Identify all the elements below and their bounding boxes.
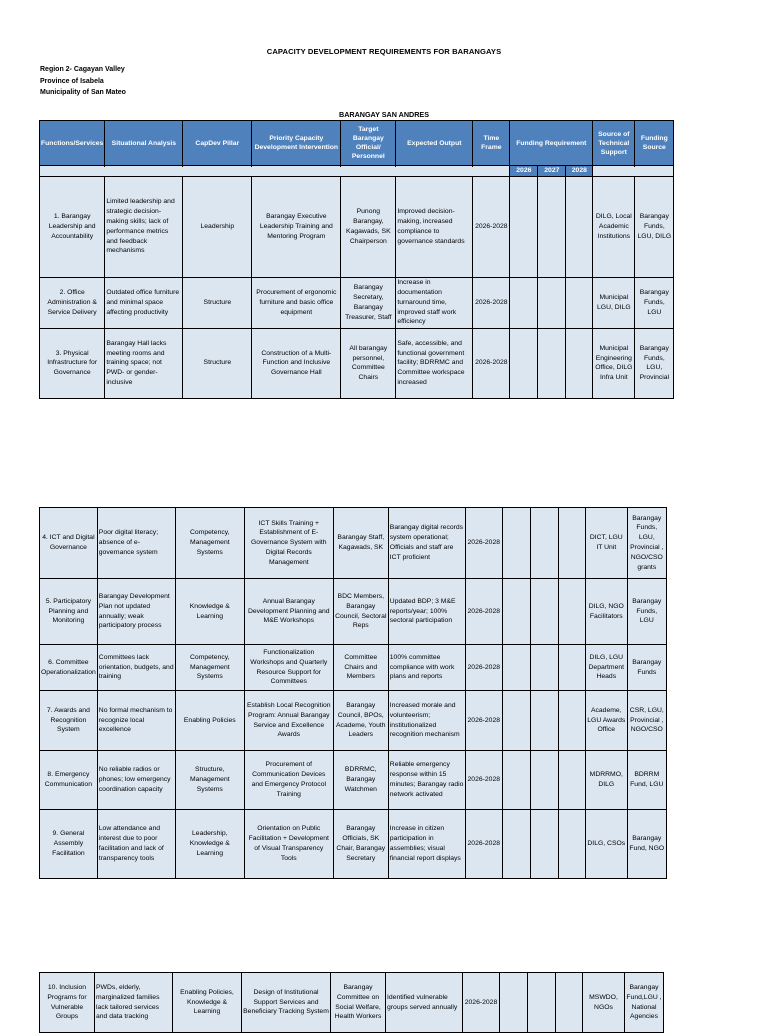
function-cell: 1. Barangay Leadership and Accountability xyxy=(40,176,105,277)
funding-2028-cell xyxy=(566,277,593,328)
target-cell: All barangay personnel, Committee Chairs xyxy=(341,328,396,398)
funding-2026-cell xyxy=(502,691,530,751)
target-cell: Barangay Council, BPOs, Academe, Youth Leaders xyxy=(333,691,388,751)
situational-cell: Outdated office furniture and minimal space affecting productivity xyxy=(105,277,183,328)
header-funding-requirement: Funding Requirement xyxy=(510,121,593,166)
intervention-cell: Design of Institutional Support Services and Beneficiary Tracking System xyxy=(242,973,331,1033)
pillar-cell: Enabling Policies, Knowledge & Learning xyxy=(173,973,242,1033)
situational-cell: Limited leadership and strategic decision-making skills; lack of performance metrics and feedback mechanisms xyxy=(105,176,183,277)
header-intervention: Priority Capacity Development Intervention xyxy=(252,121,341,166)
funding-2027-cell xyxy=(530,810,558,879)
funding-source-cell: Barangay Funds, LGU, Provincial xyxy=(635,328,674,398)
table-row xyxy=(40,691,667,751)
pillar-cell: Structure, Management Systems xyxy=(175,751,244,810)
intervention-cell: Establish Local Recognition Program: Annual Barangay Service and Excellence Awards xyxy=(244,691,333,751)
region-label: Region 2- Cagayan Valley xyxy=(40,66,125,73)
situational-cell: No reliable radios or phones; low emergency coordination capacity xyxy=(97,751,175,810)
support-cell: Municipal Engineering Office, DILG Infra Unit xyxy=(593,328,635,398)
intervention-cell: Orientation on Public Facilitation + Development of Visual Transparency Tools xyxy=(244,810,333,879)
header-functions: Functions/Services xyxy=(40,121,105,166)
support-cell: DILG, NGO Facilitators xyxy=(585,579,627,645)
intervention-cell: Functionalization Workshops and Quarterly Resource Support for Committees xyxy=(244,645,333,691)
output-cell: Improved decision-making, increased compliance to governance standards xyxy=(396,176,473,277)
funding-source-cell: CSR, LGU, Provincial , NGO/CSO xyxy=(627,691,666,751)
support-cell: Municipal LGU, DILG xyxy=(593,277,635,328)
output-cell: 100% committee compliance with work plans and reports xyxy=(388,645,465,691)
function-cell: 2. Office Administration & Service Delivery xyxy=(40,277,105,328)
function-cell: 5. Participatory Planning and Monitoring xyxy=(40,579,98,645)
funding-2028-cell xyxy=(558,691,585,751)
support-cell: Academe, LGU Awards Office xyxy=(585,691,627,751)
function-cell: 6. Committee Operationalization xyxy=(40,645,98,691)
support-cell: DILG, LGU Department Heads xyxy=(585,645,627,691)
output-cell: Safe, accessible, and functional government facility; BDRRMC and Committee workspace increased xyxy=(396,328,473,398)
intervention-cell: Construction of a Multi-Function and Inclusive Governance Hall xyxy=(252,328,341,398)
table-row xyxy=(40,645,667,691)
pillar-cell: Competency, Management Systems xyxy=(175,508,244,579)
funding-2026-cell xyxy=(502,508,530,579)
target-cell: BDC Members, Barangay Council, Sectoral Reps xyxy=(333,579,388,645)
requirements-table-part1 xyxy=(39,120,674,399)
timeframe-cell: 2026-2028 xyxy=(465,645,502,691)
target-cell: Committee Chairs and Members xyxy=(333,645,388,691)
target-cell: Punong Barangay, Kagawads, SK Chairperson xyxy=(341,176,396,277)
pillar-cell: Enabling Policies xyxy=(175,691,244,751)
intervention-cell: Procurement of Communication Devices and Emergency Protocol Training xyxy=(244,751,333,810)
target-cell: Barangay Secretary, Barangay Treasurer, Staff xyxy=(341,277,396,328)
timeframe-cell: 2026-2028 xyxy=(465,579,502,645)
year-spacer-right xyxy=(593,166,674,177)
funding-2028-cell xyxy=(558,508,585,579)
funding-2026-cell xyxy=(510,277,538,328)
table-row xyxy=(40,508,667,579)
funding-2027-cell xyxy=(538,176,566,277)
requirements-table-part2 xyxy=(39,507,667,879)
pillar-cell: Knowledge & Learning xyxy=(175,579,244,645)
timeframe-cell: 2026-2028 xyxy=(473,277,510,328)
year-2026: 2026 xyxy=(510,166,538,177)
funding-source-cell: Barangay Fund,LGU , National Agencies xyxy=(625,973,664,1033)
municipality-label: Municipality of San Mateo xyxy=(40,89,126,96)
output-cell: Increased morale and volunteerism; institutionalized recognition mechanism xyxy=(388,691,465,751)
output-cell: Increase in citizen participation in assemblies; visual financial report displays xyxy=(388,810,465,879)
header-technical-support: Source of Technical Support xyxy=(593,121,635,166)
timeframe-cell: 2026-2028 xyxy=(465,751,502,810)
funding-2027-cell xyxy=(530,645,558,691)
funding-2027-cell xyxy=(530,508,558,579)
output-cell: Identified vulnerable groups served annually xyxy=(386,973,463,1033)
situational-cell: No formal mechanism to recognize local excellence xyxy=(97,691,175,751)
timeframe-cell: 2026-2028 xyxy=(473,176,510,277)
table-row xyxy=(40,751,667,810)
funding-2028-cell xyxy=(566,176,593,277)
table-row xyxy=(40,810,667,879)
pillar-cell: Structure xyxy=(183,328,252,398)
funding-2027-cell xyxy=(538,277,566,328)
support-cell: DICT, LGU IT Unit xyxy=(585,508,627,579)
support-cell: MDRRMO, DILG xyxy=(585,751,627,810)
funding-2028-cell xyxy=(566,328,593,398)
function-cell: 3. Physical Infrastructure for Governance xyxy=(40,328,105,398)
output-cell: Increase in documentation turnaround time, improved staff work efficiency xyxy=(396,277,473,328)
funding-source-cell: Barangay Funds, LGU, Provincial , NGO/CSO grants xyxy=(627,508,666,579)
header-target: Target Barangay Official/ Personnel xyxy=(341,121,396,166)
year-2028: 2028 xyxy=(566,166,593,177)
funding-source-cell: BDRRM Fund, LGU xyxy=(627,751,666,810)
timeframe-cell: 2026-2028 xyxy=(463,973,500,1033)
funding-2028-cell xyxy=(558,645,585,691)
output-cell: Reliable emergency response within 15 minutes; Barangay radio network activated xyxy=(388,751,465,810)
intervention-cell: Annual Barangay Development Planning and M&E Workshops xyxy=(244,579,333,645)
funding-source-cell: Barangay Funds, LGU xyxy=(635,277,674,328)
situational-cell: Barangay Development Plan not updated annually; weak participatory process xyxy=(97,579,175,645)
header-capdev-pillar: CapDev Pillar xyxy=(183,121,252,166)
intervention-cell: Barangay Executive Leadership Training and Mentoring Program xyxy=(252,176,341,277)
output-cell: Barangay digital records system operational; Officials and staff are ICT proficient xyxy=(388,508,465,579)
funding-2026-cell xyxy=(510,328,538,398)
situational-cell: Low attendance and interest due to poor facilitation and lack of transparency tools xyxy=(97,810,175,879)
timeframe-cell: 2026-2028 xyxy=(473,328,510,398)
support-cell: DILG, Local Academic Institutions xyxy=(593,176,635,277)
table-row xyxy=(40,176,674,277)
support-cell: DILG, CSOs xyxy=(585,810,627,879)
funding-2026-cell xyxy=(502,751,530,810)
barangay-label: BARANGAY SAN ANDRES xyxy=(339,110,429,119)
funding-2027-cell xyxy=(538,328,566,398)
province-label: Province of Isabela xyxy=(40,78,104,85)
funding-2028-cell xyxy=(558,810,585,879)
document-title: CAPACITY DEVELOPMENT REQUIREMENTS FOR BARANGAYS xyxy=(266,47,502,56)
funding-source-cell: Barangay Fund, NGO xyxy=(627,810,666,879)
funding-2027-cell xyxy=(530,579,558,645)
table-row xyxy=(40,277,674,328)
timeframe-cell: 2026-2028 xyxy=(465,810,502,879)
table-row xyxy=(40,328,674,398)
situational-cell: Committees lack orientation, budgets, and training xyxy=(97,645,175,691)
function-cell: 7. Awards and Recognition System xyxy=(40,691,98,751)
target-cell: Barangay Staff, Kagawads, SK xyxy=(333,508,388,579)
pillar-cell: Competency, Management Systems xyxy=(175,645,244,691)
funding-2026-cell xyxy=(510,176,538,277)
header-expected-output: Expected Output xyxy=(396,121,473,166)
funding-2027-cell xyxy=(530,751,558,810)
funding-2028-cell xyxy=(558,751,585,810)
pillar-cell: Leadership xyxy=(183,176,252,277)
function-cell: 8. Emergency Communication xyxy=(40,751,98,810)
pillar-cell: Leadership, Knowledge & Learning xyxy=(175,810,244,879)
situational-cell: Barangay Hall lacks meeting rooms and training space; not PWD- or gender-inclusive xyxy=(105,328,183,398)
situational-cell: Poor digital literacy; absence of e-governance system xyxy=(97,508,175,579)
table-row xyxy=(40,579,667,645)
funding-source-cell: Barangay Funds, LGU xyxy=(627,579,666,645)
timeframe-cell: 2026-2028 xyxy=(465,691,502,751)
funding-2026-cell xyxy=(502,579,530,645)
function-cell: 10. Inclusion Programs for Vulnerable Groups xyxy=(40,973,95,1033)
funding-source-cell: Barangay Funds, LGU, DILG xyxy=(635,176,674,277)
target-cell: Barangay Committee on Social Welfare, Health Workers xyxy=(331,973,386,1033)
pillar-cell: Structure xyxy=(183,277,252,328)
function-cell: 9. General Assembly Facilitation xyxy=(40,810,98,879)
intervention-cell: Procurement of ergonomic furniture and basic office equipment xyxy=(252,277,341,328)
funding-2028-cell xyxy=(558,579,585,645)
target-cell: BDRRMC, Barangay Watchmen xyxy=(333,751,388,810)
target-cell: Barangay Officials, SK Chair, Barangay Secretary xyxy=(333,810,388,879)
function-cell: 4. ICT and Digital Governance xyxy=(40,508,98,579)
situational-cell: PWDs, elderly, marginalized families lack tailored services and data tracking xyxy=(95,973,173,1033)
funding-2026-cell xyxy=(502,810,530,879)
header-funding-source: Funding Source xyxy=(635,121,674,166)
header-time-frame: Time Frame xyxy=(473,121,510,166)
support-cell: MSWDO, NGOs xyxy=(583,973,625,1033)
funding-2027-cell xyxy=(530,691,558,751)
output-cell: Updated BDP; 3 M&E reports/year; 100% sectoral participation xyxy=(388,579,465,645)
year-spacer xyxy=(40,166,510,177)
funding-source-cell: Barangay Funds xyxy=(627,645,666,691)
year-2027: 2027 xyxy=(538,166,566,177)
intervention-cell: ICT Skills Training + Establishment of E-Governance System with Digital Records Management xyxy=(244,508,333,579)
header-situational-analysis: Situational Analysis xyxy=(105,121,183,166)
timeframe-cell: 2026-2028 xyxy=(465,508,502,579)
funding-2026-cell xyxy=(502,645,530,691)
